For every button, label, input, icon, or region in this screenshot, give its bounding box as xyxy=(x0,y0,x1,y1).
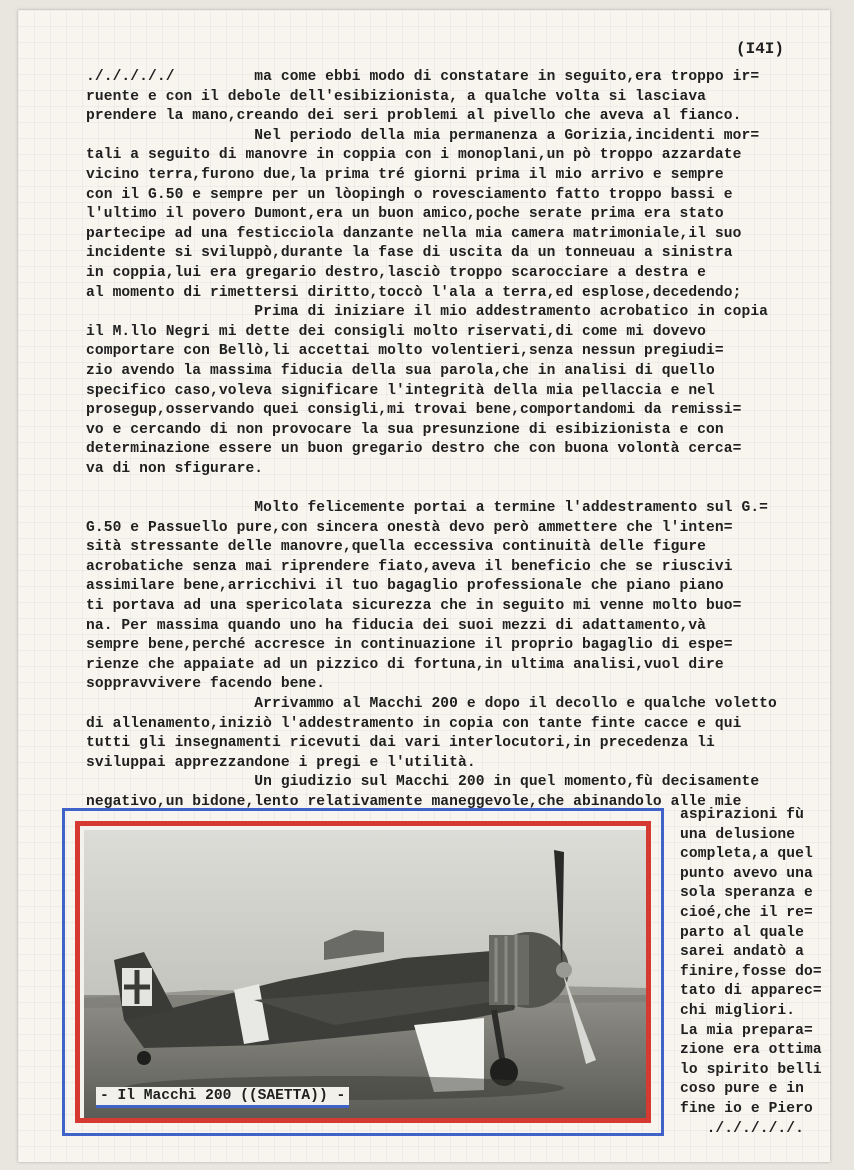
page-number: (I4I) xyxy=(736,40,785,58)
typewritten-page xyxy=(18,10,830,1162)
text-line: il M.llo Negri mi dette dei consigli molto riservati,di come mi dovevo xyxy=(86,323,707,340)
text-line: determinazione essere un buon gregario destro che con buona volontà cerca= xyxy=(86,441,742,458)
text-line: in coppia,lui era gregario destro,lasciò troppo scarocciare a destra e xyxy=(86,264,707,281)
photo-caption: - Il Macchi 200 ((SAETTA)) - xyxy=(96,1087,349,1108)
photo-frame xyxy=(62,808,664,1136)
text-line: sarei andatò a xyxy=(680,944,805,961)
text-line: sempre bene,perché accresce in continuazione il proprio bagaglio di espe= xyxy=(86,637,733,654)
text-line: vicino terra,furono due,la prima tré giorni prima il mio arrivo e sempre xyxy=(86,166,724,183)
text-line: parto al quale xyxy=(680,924,805,941)
text-line: sità stressante delle manovre,quella eccessiva continuità delle figure xyxy=(86,539,707,556)
text-line: specifico caso,voleva significare l'integrità della mia pellaccia e nel xyxy=(86,382,715,399)
text-line: rienze che appaiate ad un pizzico di fortuna,in ultima analisi,vuol dire xyxy=(86,656,724,673)
text-line: comportare con Bellò,li accettai molto volentieri,senza nessun pregiudi= xyxy=(86,343,724,360)
text-line: tato di apparec= xyxy=(680,983,822,1000)
text-line: ./././././ ma come ebbi modo di constatare in seguito,era troppo ir= xyxy=(86,69,760,85)
text-line: ./././././. xyxy=(680,1120,805,1137)
aircraft-photo xyxy=(84,830,646,1118)
text-line: Arrivammo al Macchi 200 e dopo il decollo e qualche voletto xyxy=(86,696,777,712)
side-text xyxy=(680,806,850,1139)
text-line: prendere la mano,creando dei seri problemi al pivello che aveva al fianco. xyxy=(86,108,742,125)
text-line: l'ultimo il povero Dumont,era un buon amico,poche serate prima era stato xyxy=(86,206,724,223)
text-line: di allenamento,iniziò l'addestramento in copia con tante finte cacce e qui xyxy=(86,715,742,732)
text-line: coso pure e in xyxy=(680,1081,805,1098)
text-line: ti portava ad una spericolata sicurezza che in seguito mi venne molto buo= xyxy=(86,598,742,615)
text-line: al momento di rimettersi diritto,toccò l'ala a terra,ed esplose,decedendo; xyxy=(86,284,742,301)
text-line: assimilare bene,arricchivi il tuo bagaglio professionale che piano piano xyxy=(86,578,724,595)
text-line: tali a seguito di manovre in coppia con i monoplani,un pò troppo azzardate xyxy=(86,147,742,164)
text-line: G.50 e Passuello pure,con sincera onestà devo però ammettere che l'inten= xyxy=(86,519,733,536)
text-line: prosegup,osservando quei consigli,mi trovai bene,comportandomi da remissi= xyxy=(86,402,742,419)
text-line: Molto felicemente portai a termine l'addestramento sul G.= xyxy=(86,500,769,517)
text-line: acrobatiche senza mai riprendere fiato,aveva il beneficio che se riuscivi xyxy=(86,558,733,575)
text-line: incidente si sviluppò,durante la fase di uscita da un tonneuau a sinistra xyxy=(86,245,733,262)
text-line: negativo,un bidone,lento relativamente maneggevole,che abinandolo alle mie xyxy=(86,793,742,810)
text-line: chi migliori. xyxy=(680,1002,796,1019)
body-text xyxy=(86,68,846,813)
text-line: ruente e con il debole dell'esibizionista, a qualche volta si lasciava xyxy=(86,88,707,105)
text-line: con il G.50 e sempre per un lòopingh o rovesciamento fatto troppo bassi e xyxy=(86,186,733,203)
text-line: vo e cercando di non provocare la sua presunzione di esibizionista e con xyxy=(86,421,724,438)
text-line: finire,fosse do= xyxy=(680,963,822,980)
text-line: soppravvivere facendo bene. xyxy=(86,676,326,693)
photo-inner-border xyxy=(75,821,651,1123)
text-line: zio avendo la massima fiducia della sua parola,che in analisi di quello xyxy=(86,362,715,379)
text-line xyxy=(86,479,846,499)
text-line: va di non sfigurare. xyxy=(86,460,264,477)
text-line: cioé,che il re= xyxy=(680,904,813,921)
text-line: Nel periodo della mia permanenza a Gorizia,incidenti mor= xyxy=(86,127,760,144)
text-line: partecipe ad una festicciola danzante nella mia camera matrimoniale,il suo xyxy=(86,225,742,242)
text-line: Prima di iniziare il mio addestramento acrobatico in copia xyxy=(86,304,769,321)
text-line: zione era ottima xyxy=(680,1042,822,1059)
text-line: fine io e Piero xyxy=(680,1100,813,1117)
text-line: Un giudizio sul Macchi 200 in quel momento,fù decisamente xyxy=(86,774,760,791)
text-line: una delusione xyxy=(680,826,796,843)
text-line: La mia prepara= xyxy=(680,1022,813,1039)
text-line: completa,a quel xyxy=(680,846,813,863)
text-line: punto avevo una xyxy=(680,865,813,882)
text-line: sviluppai apprezzandone i pregi e l'utilità. xyxy=(86,754,476,771)
text-line: sola speranza e xyxy=(680,885,813,902)
text-line: tutti gli insegnamenti ricevuti dai vari interlocutori,in precedenza li xyxy=(86,735,715,752)
text-line: lo spirito belli xyxy=(680,1061,822,1078)
text-line: na. Per massima quando uno ha fiducia dei suoi mezzi di adattamento,và xyxy=(86,617,707,634)
text-line: aspirazioni fù xyxy=(680,807,805,823)
